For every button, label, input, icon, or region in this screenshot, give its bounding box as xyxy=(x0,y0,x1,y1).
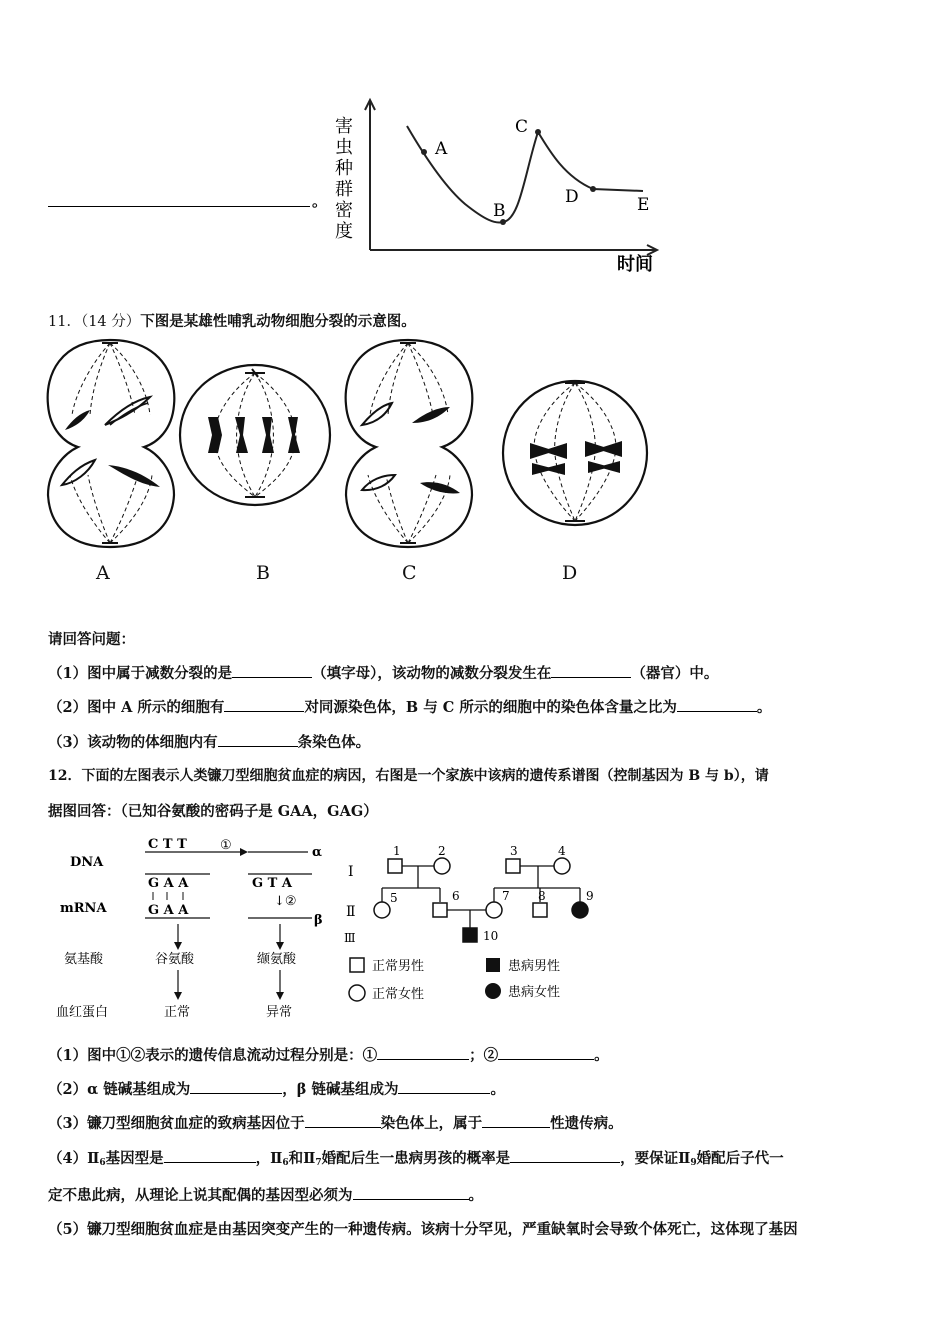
person-9 xyxy=(572,902,588,918)
step2-label: ↓② xyxy=(274,894,297,909)
q12-sub4-blank-3[interactable] xyxy=(353,1185,469,1200)
q12-sub4-text-d: 和Ⅱ xyxy=(288,1150,316,1167)
q12-sub1-blank-2[interactable] xyxy=(498,1045,594,1060)
q12-sub3-text-a: （3）镰刀型细胞贫血症的致病基因位于 xyxy=(48,1115,305,1132)
q12-sub4-text-e: 婚配后生一患病男孩的概率是 xyxy=(321,1150,511,1167)
svg-text:4: 4 xyxy=(558,844,566,858)
q12-sub1 xyxy=(48,1044,609,1065)
svg-text:患病男性: 患病男性 xyxy=(508,959,561,974)
q11-sub1-text-a: （1）图中属于减数分裂的是 xyxy=(48,665,233,682)
q11-sub2 xyxy=(48,696,771,717)
q11-score: （14 分） xyxy=(80,314,141,330)
cell-division-figure xyxy=(40,335,650,555)
svg-text:9: 9 xyxy=(586,889,594,903)
q12-sub2-text-c: 。 xyxy=(490,1081,505,1098)
hemoglobin-normal: 正常 xyxy=(164,1005,191,1020)
graph-y-label-1: 害 xyxy=(335,116,353,137)
q12-sub3-blank-1[interactable] xyxy=(305,1113,381,1128)
q11-sub1-blank-2[interactable] xyxy=(551,663,631,678)
graph-x-label: 时间 xyxy=(617,254,653,275)
cell-a xyxy=(48,340,175,547)
step1-label: ① xyxy=(220,838,232,853)
q12-sub5: （5）镰刀型细胞贫血症是由基因突变产生的一种遗传病。该病十分罕见，严重缺氧时会导致个体死亡，这体现了基因 xyxy=(48,1221,798,1238)
person-2 xyxy=(434,858,450,874)
q12-sub4 xyxy=(48,1147,784,1168)
svg-text:3: 3 xyxy=(510,844,518,858)
q11-prompt: 请回答问题： xyxy=(48,631,135,648)
q12-sub4-sub-1: 6 xyxy=(99,1158,106,1168)
q11-sub2-blank-1[interactable] xyxy=(224,697,304,712)
q12-sub4-line2-text-b: 。 xyxy=(468,1187,483,1204)
legend-affected-male xyxy=(486,958,500,972)
cell-label-b: B xyxy=(256,562,270,584)
q12-sub4-text-b: 基因型是 xyxy=(105,1150,164,1167)
dna-bottom-strand: G A A xyxy=(148,876,189,891)
svg-text:正常女性: 正常女性 xyxy=(372,987,425,1002)
svg-text:10: 10 xyxy=(483,929,499,943)
q11-sub1-text-b: （填字母），该动物的减数分裂发生在 xyxy=(312,665,552,682)
svg-text:6: 6 xyxy=(452,889,460,903)
q11-sub1-text-c: （器官）中。 xyxy=(631,665,719,682)
q11-sub1 xyxy=(48,662,718,683)
q11-sub2-blank-2[interactable] xyxy=(677,697,757,712)
cell-c xyxy=(346,340,473,547)
cell-label-c: C xyxy=(402,562,417,584)
row-label-mrna: mRNA xyxy=(60,901,107,916)
row-label-dna: DNA xyxy=(70,855,104,870)
cell-label-a: A xyxy=(96,562,110,584)
q12-sub1-blank-1[interactable] xyxy=(377,1045,469,1060)
svg-text:正常男性: 正常男性 xyxy=(372,959,425,974)
row-label-amino-acid: 氨基酸 xyxy=(64,952,104,967)
q12-sub4-text-f: ，要保证Ⅱ xyxy=(620,1150,691,1167)
svg-text:7: 7 xyxy=(502,889,510,903)
person-7 xyxy=(486,902,502,918)
q11-number: 11． xyxy=(48,314,81,330)
person-6 xyxy=(433,903,447,917)
person-10 xyxy=(463,928,477,942)
dna-top-strand: C T T xyxy=(148,837,187,852)
q12-sub3-text-c: 性遗传病。 xyxy=(550,1115,623,1132)
person-3 xyxy=(506,859,520,873)
q11-sub1-blank-1[interactable] xyxy=(232,663,312,678)
amino-acid-mutant: 缬氨酸 xyxy=(257,952,297,967)
q12-sub3 xyxy=(48,1112,623,1133)
q12-sub2-blank-1[interactable] xyxy=(190,1079,282,1094)
graph-label-d: D xyxy=(565,187,579,207)
gen-label-3: Ⅲ xyxy=(344,931,356,945)
graph-y-label-2: 虫 xyxy=(335,137,353,158)
svg-text:5: 5 xyxy=(390,891,398,905)
amino-acid-normal: 谷氨酸 xyxy=(155,952,195,967)
q11-sub3 xyxy=(48,731,370,752)
svg-text:患病女性: 患病女性 xyxy=(508,985,561,1000)
graph-label-c: C xyxy=(515,117,529,137)
q12-sub4-text-c: ，Ⅱ xyxy=(255,1150,283,1167)
q11-sub3-blank[interactable] xyxy=(218,732,298,747)
q11-title-text: 下图是某雄性哺乳动物细胞分裂的示意图。 xyxy=(140,313,416,330)
person-8 xyxy=(533,903,547,917)
alpha-label: α xyxy=(312,845,323,860)
beta-label: β xyxy=(314,913,323,928)
q10-end-mark: 。 xyxy=(312,192,328,210)
q12-sub4-text-a: （4）Ⅱ xyxy=(48,1150,100,1167)
svg-text:1: 1 xyxy=(393,844,401,858)
graph-point-a xyxy=(421,149,427,155)
person-5 xyxy=(374,902,390,918)
q12-sub1-text-c: 。 xyxy=(594,1047,609,1064)
q12-intro-line2: 据图回答：（已知谷氨酸的密码子是 GAA，GAG） xyxy=(48,803,378,820)
graph-label-b: B xyxy=(493,201,506,221)
q12-sub2-text-a: （2）α 链碱基组成为 xyxy=(48,1081,191,1098)
person-4 xyxy=(554,858,570,874)
q12-sub2-text-b: ，β 链碱基组成为 xyxy=(282,1081,399,1098)
hemoglobin-abnormal: 异常 xyxy=(266,1005,293,1020)
legend-affected-female xyxy=(485,983,501,999)
row-label-hemoglobin: 血红蛋白 xyxy=(56,1005,109,1020)
q10-answer-blank[interactable] xyxy=(48,205,310,207)
graph-point-d xyxy=(590,186,596,192)
graph-y-label-6: 度 xyxy=(335,221,353,242)
q12-sub4-line2 xyxy=(48,1184,483,1205)
q11-sub2-text-b: 对同源染色体，B 与 C 所示的细胞中的染色体含量之比为 xyxy=(304,699,677,716)
cell-b xyxy=(180,365,330,505)
q12-sub4-sub-2: 6 xyxy=(282,1158,289,1168)
q12-intro-line1: 12．下面的左图表示人类镰刀型细胞贫血症的病因，右图是一个家族中该病的遗传系谱图（控制基因为 B 与 b），请 xyxy=(48,768,769,784)
person-1 xyxy=(388,859,402,873)
graph-y-label-3: 种 xyxy=(335,158,353,179)
graph-label-a: A xyxy=(435,139,448,159)
legend-normal-female xyxy=(349,985,365,1001)
pedigree-chart xyxy=(340,838,610,1008)
q12-sub4-text-g: 婚配后子代一 xyxy=(696,1150,784,1167)
pest-density-graph xyxy=(325,92,675,277)
gen-label-2: Ⅱ xyxy=(346,904,356,920)
mutant-dna-strand: G T A xyxy=(252,876,292,891)
graph-label-e: E xyxy=(637,195,650,215)
q12-sub3-blank-2[interactable] xyxy=(482,1113,550,1128)
q12-sub1-text-a: （1）图中①②表示的遗传信息流动过程分别是：① xyxy=(48,1047,378,1064)
q12-sub4-line2-text-a: 定不患此病，从理论上说其配偶的基因型必须为 xyxy=(48,1187,353,1204)
mrna-normal: G A A xyxy=(148,903,189,918)
q11-sub3-text-a: （3）该动物的体细胞内有 xyxy=(48,734,218,751)
graph-point-c xyxy=(535,129,541,135)
svg-text:8: 8 xyxy=(538,889,546,903)
q11-sub2-text-c: 。 xyxy=(756,699,772,716)
cell-d xyxy=(503,381,647,525)
legend-normal-male xyxy=(350,958,364,972)
gen-label-1: Ⅰ xyxy=(348,864,354,880)
graph-y-label-5: 密 xyxy=(335,200,353,221)
svg-text:2: 2 xyxy=(438,844,446,858)
sickle-cell-cause-diagram xyxy=(50,830,340,1025)
q11-sub3-text-b: 条染色体。 xyxy=(297,734,371,751)
q12-sub4-blank-2[interactable] xyxy=(510,1148,620,1163)
q11-sub2-text-a: （2）图中 A 所示的细胞有 xyxy=(48,699,225,716)
q12-sub4-sub-4: 9 xyxy=(690,1158,697,1168)
q12-sub1-text-b: ；② xyxy=(469,1047,499,1064)
q12-sub4-blank-1[interactable] xyxy=(164,1148,256,1163)
q12-sub2 xyxy=(48,1078,505,1099)
graph-y-label-4: 群 xyxy=(335,179,353,200)
q11-title xyxy=(48,310,416,331)
cell-label-d: D xyxy=(562,562,578,584)
q12-sub3-text-b: 染色体上，属于 xyxy=(380,1115,483,1132)
q12-sub4-sub-3: 7 xyxy=(315,1158,322,1168)
q12-sub2-blank-2[interactable] xyxy=(398,1079,490,1094)
